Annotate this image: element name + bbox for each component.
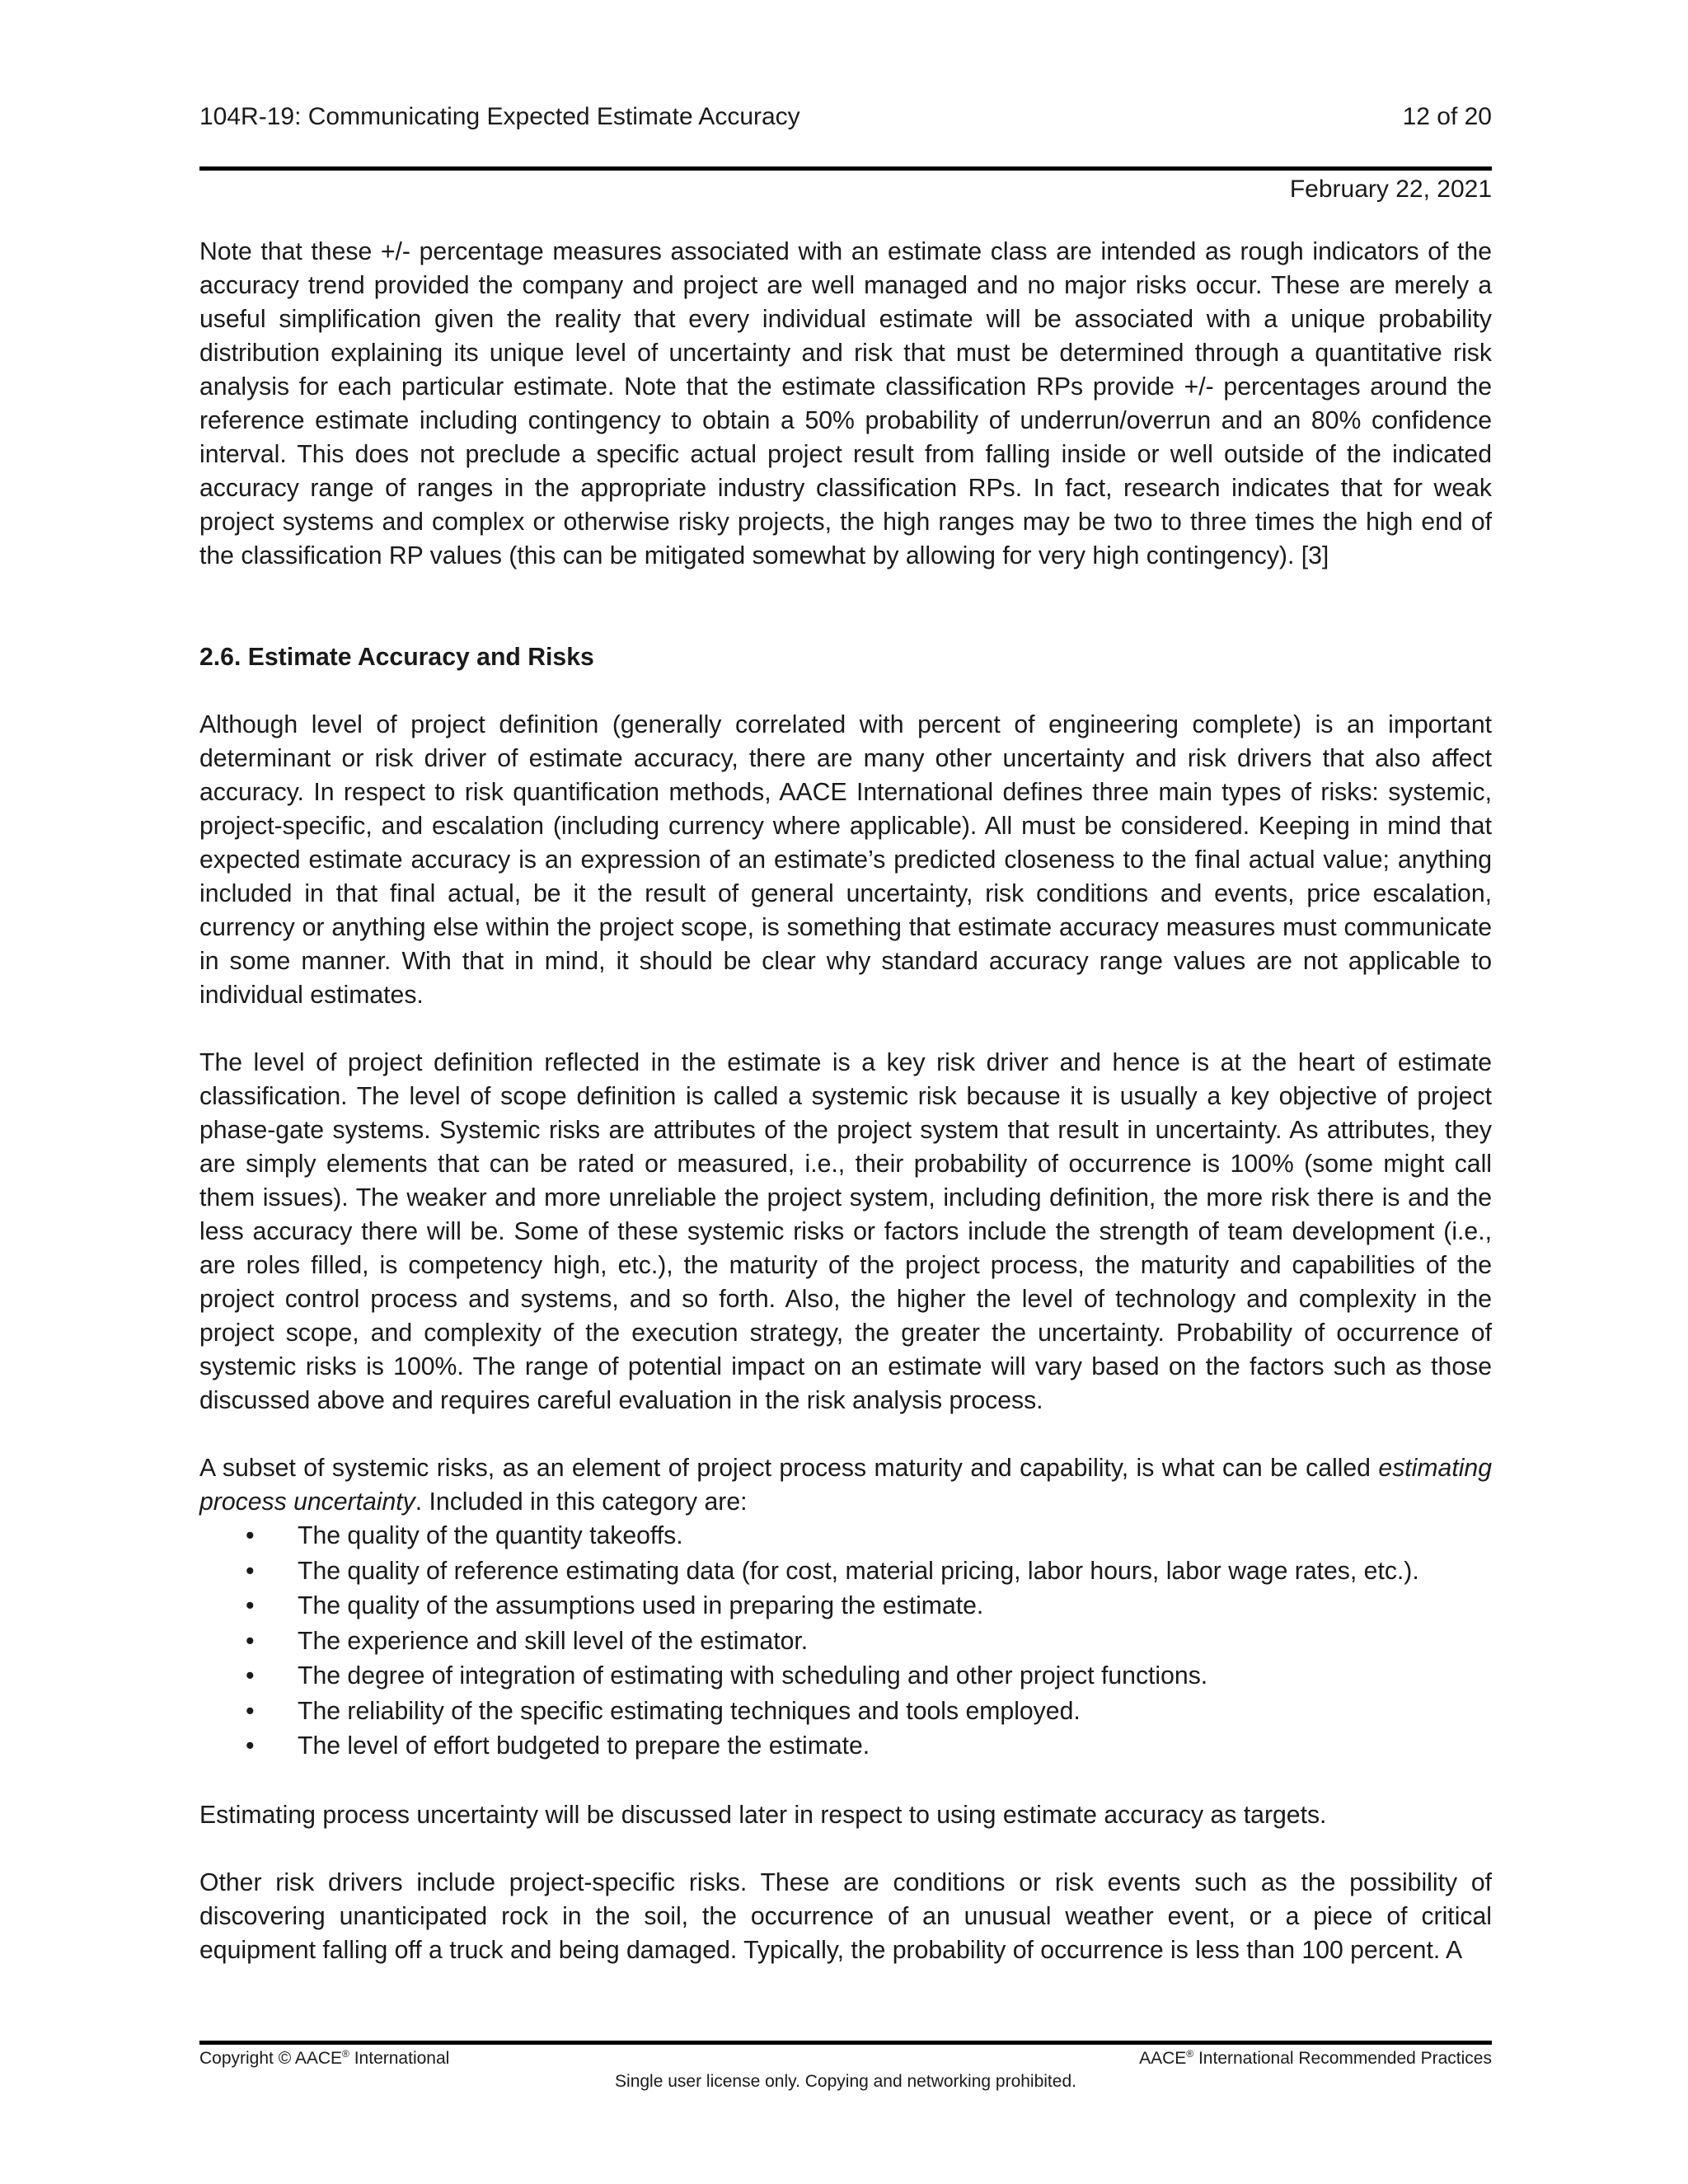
list-item (199, 1729, 1492, 1765)
footer-publication (1139, 2047, 1492, 2070)
section-heading: 2.6. Estimate Accuracy and Risks (199, 644, 594, 671)
paragraph-estimating-uncertainty (199, 1451, 1492, 1519)
revision-date: February 22, 2021 (1289, 176, 1492, 203)
page-number: 12 of 20 (1402, 103, 1492, 130)
list-item-text: The experience and skill level of the estimator. (298, 1627, 809, 1655)
document-page (199, 0, 1492, 2184)
bullet-icon: • (246, 1557, 255, 1585)
header-divider (199, 166, 1492, 171)
emphasis-term: estimating process uncertainty (199, 1455, 1492, 1516)
footer-publication-org: AACE (1139, 2049, 1187, 2068)
list-item-text: The quality of the quantity takeoffs. (298, 1522, 683, 1549)
bullet-icon: • (246, 1627, 255, 1655)
bullet-icon: • (246, 1697, 255, 1725)
bullet-icon: • (246, 1592, 255, 1619)
list-item (199, 1589, 1492, 1624)
running-header (199, 101, 1492, 134)
bullet-icon: • (246, 1662, 255, 1690)
list-item-text: The reliability of the specific estimating techniques and tools employed. (298, 1697, 1081, 1725)
footer-copyright-org: International (349, 2049, 450, 2068)
list-item-text: The level of effort budgeted to prepare the estimate. (298, 1732, 870, 1760)
paragraph-risk-drivers: Although level of project definition (generally correlated with percent of engineering complete) is an important determinant or risk driver of estimate accuracy, there are many other uncertainty and risk drivers that also affect accuracy. In respect to risk quantification methods, AACE International defines three main types of risks: systemic, project-specific, and escalation (including currency where applicable). All must be considered. Keeping in mind that expected estimate accuracy is an expression of an estimate’s predicted closeness to the final actual value; anything included in that final actual, be it the result of general uncertainty, risk conditions and events, price escalation, currency or anything else within the project scope, is something that estimate accuracy measures must communicate in some manner. With that in mind, it should be clear why standard accuracy range values are not applicable to individual estimates. (199, 711, 1492, 1009)
footer-license-notice: Single user license only. Copying and networking prohibited. (615, 2072, 1076, 2091)
paragraph-accuracy-note: Note that these +/- percentage measures associated with an estimate class are intended as rough indicators of the accuracy trend provided the company and project are well managed and no major risks occur. These are merely a useful simplification given the reality that every individual estimate will be associated with a unique probability distribution explaining its unique level of uncertainty and risk that must be determined through a quantitative risk analysis for each particular estimate. Note that the estimate classification RPs provide +/- percentages around the reference estimate including contingency to obtain a 50% probability of underrun/overrun and an 80% confidence interval. This does not preclude a specific actual project result from falling inside or well outside of the indicated accuracy range of ranges in the appropriate industry classification RPs. In fact, research indicates that for weak project systems and complex or otherwise risky projects, the high ranges may be two to three times the high end of the classification RP values (this can be mitigated somewhat by allowing for very high contingency). [3] (199, 238, 1492, 569)
list-item-text: The quality of the assumptions used in preparing the estimate. (298, 1592, 984, 1619)
paragraph-tail-text: . Included in this category are: (415, 1488, 748, 1516)
footer-copyright-text: Copyright © AACE (199, 2049, 343, 2068)
footer-divider (199, 2041, 1492, 2045)
uncertainty-factor-list (199, 1519, 1492, 1765)
list-item (199, 1519, 1492, 1554)
list-item-text: The quality of reference estimating data (for cost, material pricing, labor hours, labor wage rates, etc.). (298, 1557, 1419, 1585)
list-item (199, 1694, 1492, 1730)
list-item (199, 1554, 1492, 1590)
paragraph-systemic-risk: The level of project definition reflected in the estimate is a key risk driver and hence is at the heart of estimate classification. The level of scope definition is called a systemic risk because it is usually a key objective of project phase-gate systems. Systemic risks are attributes of the project system that result in uncertainty. As attributes, they are simply elements that can be rated or measured, i.e., their probability of occurrence is 100% (some might call them issues). The weaker and more unreliable the project system, including definition, the more risk there is and the less accuracy there will be. Some of these systemic risks or factors include the strength of team development (i.e., are roles filled, is competency high, etc.), the maturity of the project process, the maturity and capabilities of the project control process and systems, and so forth. Also, the higher the level of technology and complexity in the project scope, and complexity of the execution strategy, the greater the uncertainty. Probability of occurrence of systemic risks is 100%. The range of potential impact on an estimate will vary based on the factors such as those discussed above and requires careful evaluation in the risk analysis process. (199, 1049, 1492, 1414)
footer-publication-text: International Recommended Practices (1193, 2049, 1492, 2068)
paragraph-lead-text: A subset of systemic risks, as an element of project process maturity and capability, is what can be called (199, 1455, 1379, 1482)
registered-mark: ® (342, 2048, 349, 2060)
paragraph-process-uncertainty: Estimating process uncertainty will be discussed later in respect to using estimate accuracy as targets. (199, 1801, 1327, 1829)
list-item (199, 1659, 1492, 1694)
footer-copyright (199, 2047, 449, 2070)
list-item (199, 1624, 1492, 1660)
paragraph-project-specific-risks: Other risk drivers include project-specific risks. These are conditions or risk events such as the possibility of discovering unanticipated rock in the soil, the occurrence of an unusual weather event, or a piece of critical equipment falling off a truck and being damaged. Typically, the probability of occurrence is less than 100 percent. A (199, 1868, 1492, 1964)
registered-mark: ® (1186, 2048, 1194, 2060)
bullet-icon: • (246, 1732, 255, 1760)
bullet-icon: • (246, 1522, 255, 1549)
list-item-text: The degree of integration of estimating with scheduling and other project functions. (298, 1662, 1208, 1690)
body-content (199, 235, 1492, 1967)
document-title: 104R-19: Communicating Expected Estimate Accuracy (199, 103, 800, 130)
